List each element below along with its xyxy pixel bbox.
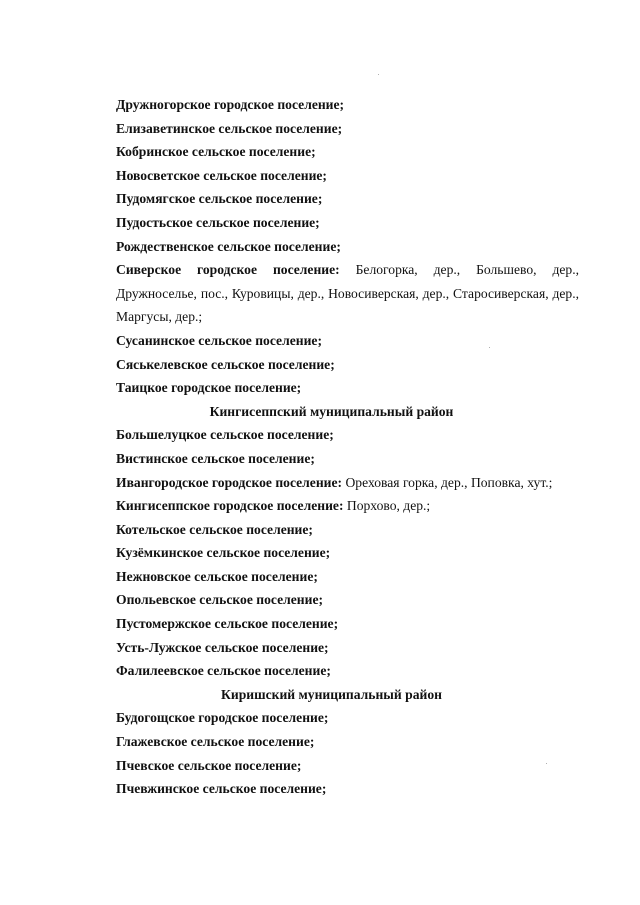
settlement-entry (84, 730, 579, 754)
settlement-entry (84, 329, 579, 353)
settlement-localities: Порхово, дер.; (343, 498, 431, 514)
settlement-name: Ивангородское городское поселение: (116, 474, 343, 490)
settlement-entry (84, 235, 579, 259)
settlement-entry (84, 565, 579, 589)
settlement-name: Кобринское сельское поселение; (116, 144, 316, 160)
settlement-entry (84, 211, 579, 235)
settlement-entry (84, 187, 579, 211)
settlement-entry (84, 659, 579, 683)
scan-speck (546, 763, 547, 764)
settlement-entry (84, 140, 579, 164)
settlement-entry (84, 612, 579, 636)
settlement-entry (84, 706, 579, 730)
settlement-name: Большелуцкое сельское поселение; (116, 427, 334, 443)
settlement-name: Пчевжинское сельское поселение; (116, 781, 327, 797)
settlement-entry (84, 423, 579, 447)
settlement-name: Таицкое городское поселение; (116, 380, 302, 396)
settlement-entry (84, 777, 579, 801)
settlement-name: Фалилеевское сельское поселение; (116, 663, 331, 679)
settlement-entry (84, 258, 579, 329)
settlement-name: Елизаветинское сельское поселение; (116, 120, 343, 136)
settlement-localities: Белогорка, дер., Большево, дер., Дружноселье, пос., Куровицы, дер., Новосиверская, дер., Старосиверская, дер., Маргусы, дер.; (116, 262, 579, 325)
settlement-name: Котельское сельское поселение; (116, 521, 313, 537)
settlement-name: Нежновское сельское поселение; (116, 568, 318, 584)
settlement-entry (84, 164, 579, 188)
district-heading: Киришский муниципальный район (221, 686, 442, 702)
settlement-name: Рождественское сельское поселение; (116, 238, 341, 254)
settlement-name: Будогощское городское поселение; (116, 710, 329, 726)
settlement-list (84, 93, 579, 801)
settlement-name: Вистинское сельское поселение; (116, 450, 315, 466)
settlement-entry (84, 494, 579, 518)
settlement-name: Усть-Лужское сельское поселение; (116, 639, 329, 655)
settlement-name: Сусанинское сельское поселение; (116, 332, 322, 348)
settlement-entry (84, 754, 579, 778)
settlement-entry (84, 117, 579, 141)
settlement-entry (84, 353, 579, 377)
settlement-entry (84, 636, 579, 660)
settlement-name: Кузёмкинское сельское поселение; (116, 545, 331, 561)
settlement-name: Пустомержское сельское поселение; (116, 616, 339, 632)
settlement-entry (84, 588, 579, 612)
settlement-localities: Ореховая горка, дер., Поповка, хут.; (342, 474, 553, 490)
settlement-name: Дружногорское городское поселение; (116, 97, 345, 112)
district-heading: Кингисеппский муниципальный район (209, 403, 454, 419)
settlement-name: Кингисеппское городское поселение: (116, 498, 344, 514)
settlement-name: Пудостьское сельское поселение; (116, 214, 320, 230)
settlement-entry (84, 376, 579, 400)
settlement-name: Опольевское сельское поселение; (116, 592, 324, 608)
scan-speck (489, 347, 490, 348)
settlement-name: Пудомягское сельское поселение; (116, 191, 323, 207)
settlement-name: Пчевское сельское поселение; (116, 757, 302, 773)
settlement-entry (84, 541, 579, 565)
settlement-name: Сиверское городское поселение: (116, 262, 340, 278)
settlement-name: Сяськелевское сельское поселение; (116, 356, 335, 372)
settlement-entry (84, 518, 579, 542)
settlement-entry (84, 471, 579, 495)
settlement-name: Новосветское сельское поселение; (116, 167, 327, 183)
scan-speck (378, 74, 379, 75)
settlement-entry (84, 447, 579, 471)
settlement-name: Глажевское сельское поселение; (116, 734, 315, 750)
settlement-entry (84, 93, 579, 117)
